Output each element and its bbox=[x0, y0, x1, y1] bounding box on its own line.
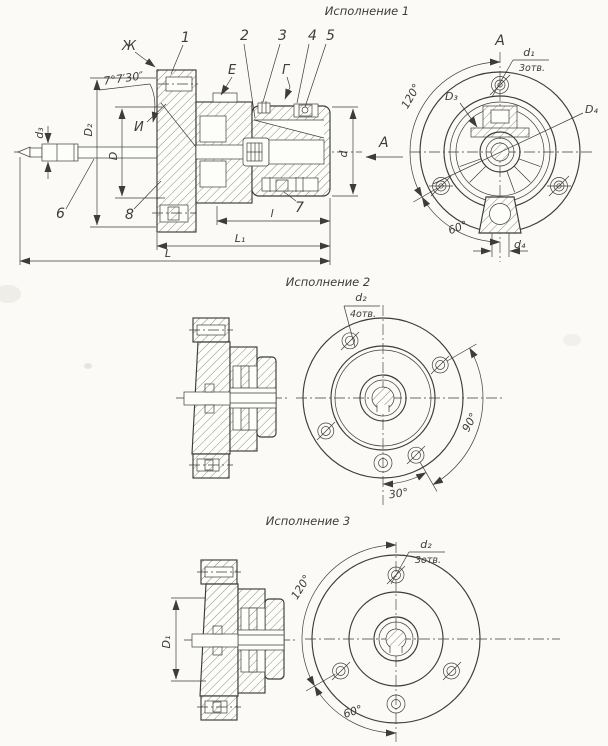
version-3-front-view bbox=[288, 538, 560, 742]
scan-artifacts bbox=[0, 285, 581, 369]
dim-d: d bbox=[337, 150, 350, 158]
version-2-title: Исполнение 2 bbox=[285, 275, 371, 289]
dim-d1-holes: 3отв. bbox=[518, 63, 546, 74]
version-2 bbox=[176, 275, 505, 505]
dim-D1: D₁ bbox=[160, 635, 173, 649]
callout-8: 8 bbox=[125, 207, 134, 223]
callout-6: 6 bbox=[56, 206, 65, 222]
version-2-section-view bbox=[176, 318, 290, 478]
version-3-section-view bbox=[160, 560, 298, 720]
dim-d2-v3: d₂ bbox=[420, 538, 432, 551]
dim-L1: L₁ bbox=[234, 232, 246, 245]
callout-e: Е bbox=[228, 63, 237, 78]
version-1-view-a bbox=[399, 33, 599, 262]
dim-d4: d₄ bbox=[514, 238, 526, 251]
version-3 bbox=[160, 514, 560, 742]
callout-4: 4 bbox=[308, 28, 317, 44]
dim-60-v3: 60° bbox=[341, 702, 365, 721]
dim-l: l bbox=[270, 207, 274, 220]
version-1-section-view bbox=[14, 28, 403, 265]
dim-d3: d₃ bbox=[33, 127, 46, 139]
dim-L: L bbox=[164, 247, 172, 260]
callout-1: 1 bbox=[181, 30, 190, 46]
dim-D2: D₂ bbox=[82, 123, 95, 137]
callout-2: 2 bbox=[240, 28, 249, 44]
view-direction-label: А bbox=[379, 135, 389, 151]
dim-d2-holes-v3: 3отв. bbox=[414, 555, 442, 566]
dim-D: D bbox=[107, 151, 120, 161]
dim-60: 60° bbox=[446, 218, 470, 238]
dim-angle: 7°7′30″ bbox=[102, 69, 145, 88]
dim-120: 120° bbox=[398, 81, 424, 111]
version-1-title: Исполнение 1 bbox=[324, 4, 410, 18]
version-1 bbox=[14, 4, 598, 265]
callout-zh: Ж bbox=[122, 39, 137, 54]
callout-5: 5 bbox=[326, 28, 335, 44]
dim-d2-v2: d₂ bbox=[355, 291, 367, 304]
dim-d2-holes-v2: 4отв. bbox=[349, 309, 377, 320]
callout-g: Г bbox=[282, 63, 290, 78]
dim-D3: D₃ bbox=[445, 90, 458, 103]
callout-i: И bbox=[134, 120, 144, 135]
version-3-title: Исполнение 3 bbox=[265, 514, 351, 528]
dim-120-v3: 120° bbox=[288, 572, 314, 602]
version-2-front-view bbox=[296, 291, 505, 505]
callout-3: 3 bbox=[278, 28, 287, 44]
callout-7: 7 bbox=[295, 200, 304, 216]
dim-90: 90° bbox=[459, 410, 481, 435]
view-a-label: А bbox=[495, 33, 505, 49]
dim-d1: d₁ bbox=[523, 46, 535, 59]
dim-30: 30° bbox=[387, 485, 410, 502]
dim-D4: D₄ bbox=[585, 103, 598, 116]
